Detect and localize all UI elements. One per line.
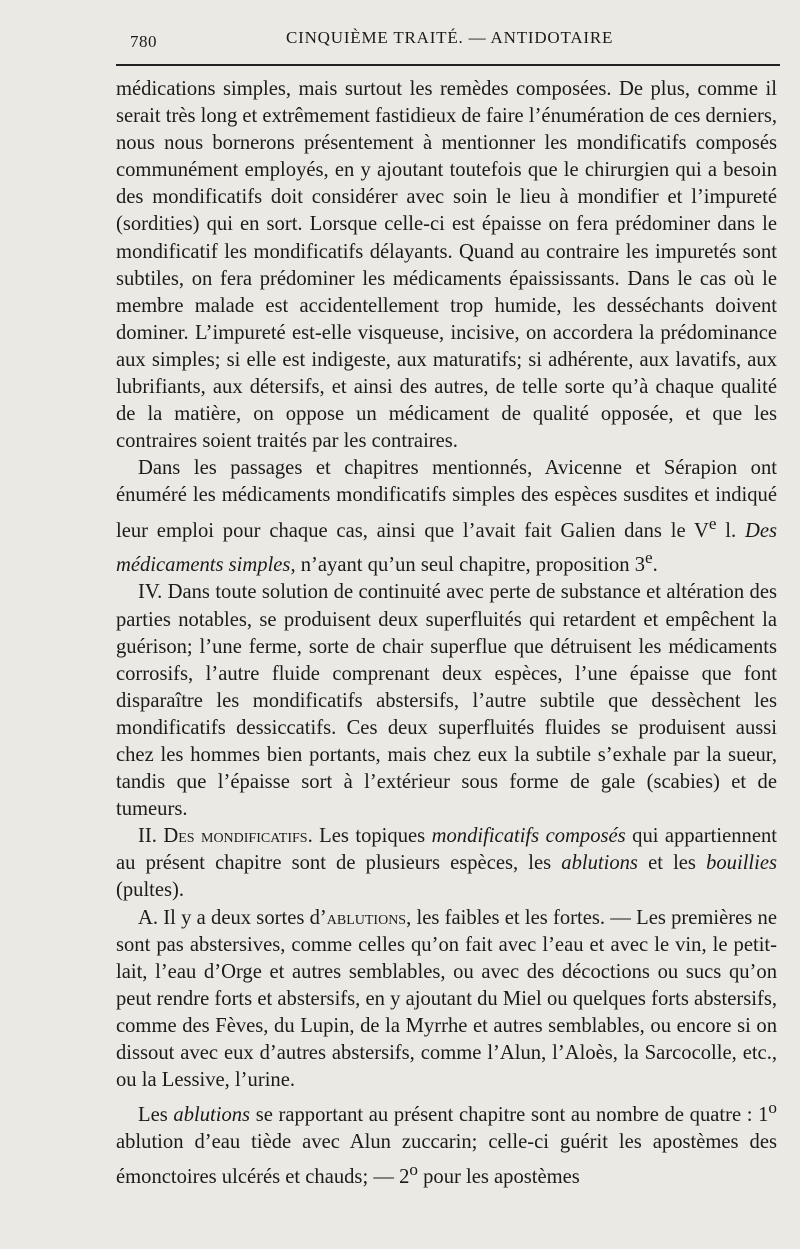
page-number: 780 — [130, 32, 157, 51]
header-rule — [116, 64, 780, 66]
body-text — [116, 76, 777, 1191]
paragraph-avicenne: Dans les passages et chapitres mentionnés, Avicenne et Sérapion ont énuméré les médicaments mondificatifs simples des espèces susdites et indiqué leur emploi pour chaque cas, ainsi que l’avait fait Galien dans le Ve l. Des médicaments simples, n’ayant qu’un seul chapitre, proposition 3e. — [116, 457, 777, 577]
paragraph-ablutions-a: A. Il y a deux sortes d’ablutions, les faibles et les fortes. — Les premières ne sont pas abstersives, comme celles qu’on fait avec l’eau et avec le vin, le petit-lait, l’eau d’Orge et autres semblables, ou avec des décoctions ou sucs qu’on peut rendre forts et abstersifs, en y ajoutant du Miel ou quelques forts abstersifs, comme des Fèves, du Lupin, de la Myrrhe et autres semblables, ou encore si on dissout avec eux d’autres abstersifs, comme l’Alun, l’Aloès, la Sarcocolle, etc., ou la Lessive, l’urine. — [116, 906, 777, 1092]
running-title: CINQUIÈME TRAITÉ. — ANTIDOTAIRE — [286, 28, 614, 47]
paragraph-continuation: médications simples, mais surtout les remèdes composées. De plus, comme il serait très long et extrêmement fastidieux de faire l’énumération de ces derniers, nous nous bornerons présentement à mentionner les mondificatifs composés communément employés, en y ajoutant toutefois que le chirurgien qui a besoin des mondificatifs doit considérer avec soin le lieu à mondifier et l’impureté (sordities) qui en sort. Lorsque celle-ci est épaisse on fera prédominer dans le mondificatif les mondificatifs délayants. Quand au contraire les impuretés sont subtiles, on fera prédominer les médicaments épaississants. Dans le cas où le membre malade est accidentellement trop humide, les desséchants doivent dominer. L’impureté est-elle visqueuse, incisive, on accordera la prédominance aux simples; si elle est indigeste, aux maturatifs; si adhérente, aux lavatifs, aux lubrifiants, aux détersifs, et ainsi des autres, de telle sorte qu’à chaque qualité de la matière, on oppose un médicament de qualité opposée, et que les contraires soient traités par les contraires. — [116, 78, 778, 453]
page-header — [116, 28, 780, 54]
paragraph-section-iv: IV. Dans toute solution de continuité avec perte de substance et altération des parties notables, se produisent deux superfluités qui retardent et empêchent la guérison; l’une ferme, sorte de chair superflue que détruisent les médicaments corrosifs, l’autre fluide comprenant deux espèces, l’une épaisse que font disparaître les mondificatifs abstersifs, l’autre subtile que dessèchent les mondificatifs dessiccatifs. Ces deux superfluités fluides se produisent aussi chez les hommes bien portants, mais chez eux la subtile s’exhale par la sueur, tandis que l’épaisse sort à l’extérieur sous forme de gale (scabies) et de tumeurs. — [116, 581, 777, 821]
book-title: Des médicaments simples — [116, 519, 777, 577]
paragraph-ablutions-list: Les ablutions se rapportant au présent chapitre sont au nombre de quatre : 1$^o$ ablution d’eau tiède avec Alun zuccarin; celle-ci guérit les apostèmes des émonctoires ulcérés et chauds; — 2$^o$ pour les apostèmes — [116, 1098, 777, 1189]
section-heading: Des mondificatifs. — [163, 825, 313, 848]
paragraph-section-ii: II. Des mondificatifs. Les topiques mondificatifs composés qui appartiennent au présent chapitre sont de plusieurs espèces, les ablutions et les bouillies (pultes). — [116, 825, 778, 902]
